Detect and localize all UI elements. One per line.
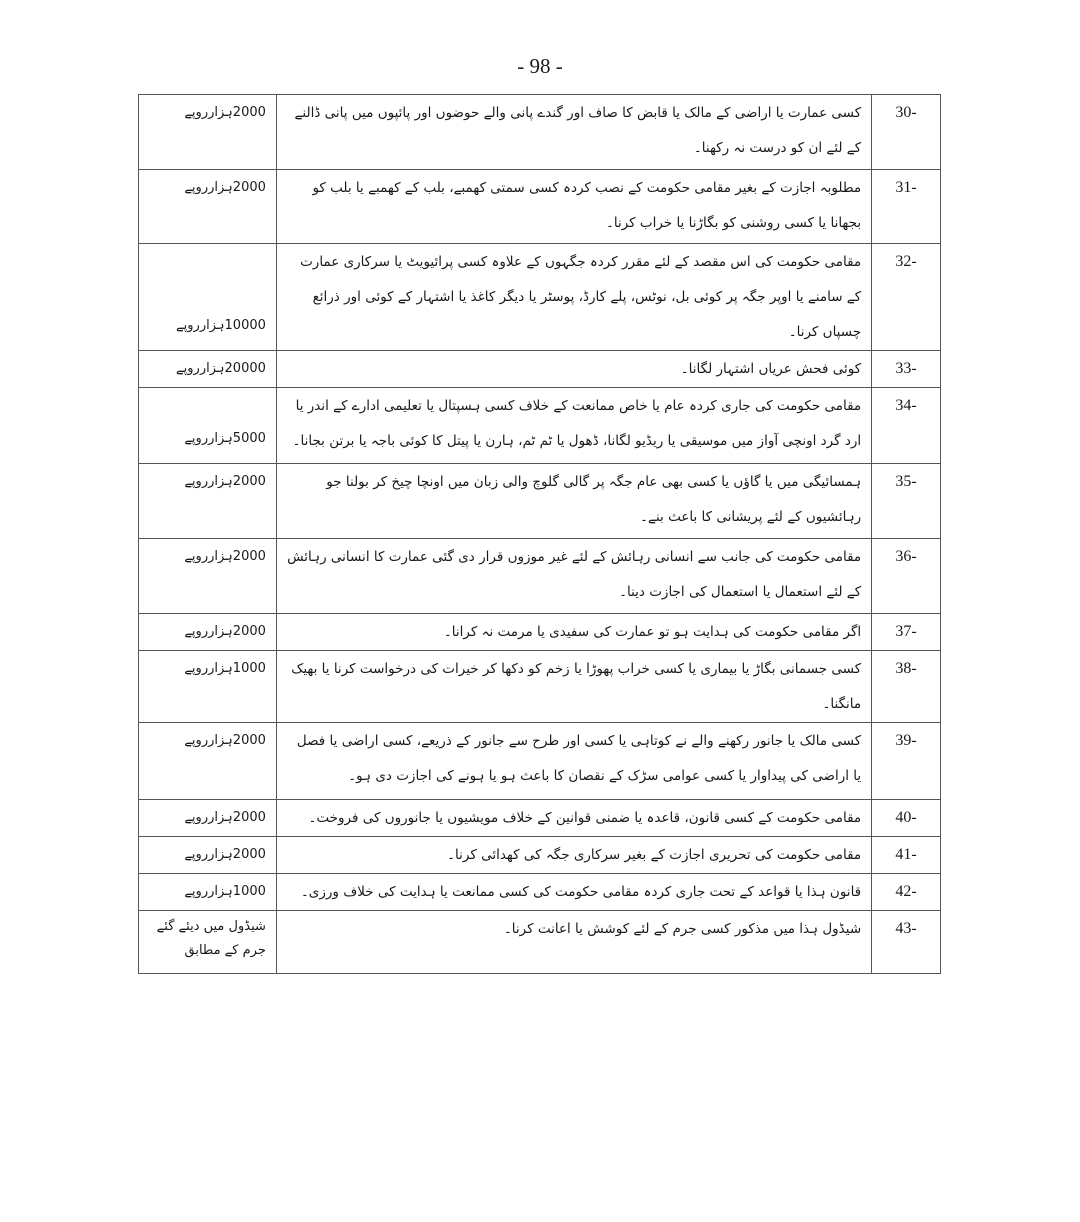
fine-amount: 2000ہزارروپے <box>184 105 266 120</box>
offence-text: کسی جسمانی بگاڑ یا بیماری یا کسی خراب پھوڑا یا زخم کو دکھا کر خیرات کی درخواست کرنا یا بھیک مانگنا۔ <box>291 661 862 712</box>
serial-cell <box>872 95 941 170</box>
offence-text: مقامی حکومت کی جانب سے انسانی رہائش کے لئے غیر موزوں قرار دی گئی عمارت کا انسانی رہائش کے لئے استعمال یا استعمال کی اجازت دینا۔ <box>287 549 862 600</box>
offence-text: مطلوبہ اجازت کے بغیر مقامی حکومت کے نصب کردہ کسی سمتی کھمبے، بلب کے کھمبے یا بلب کو بجھانا یا کسی روشنی کو بگاڑنا یا خراب کرنا۔ <box>312 180 862 231</box>
offence-cell <box>276 539 871 614</box>
serial-number: 32- <box>895 253 917 270</box>
table-row <box>139 170 941 244</box>
fine-cell <box>139 464 277 539</box>
offence-text: کسی مالک یا جانور رکھنے والے نے کوتاہی یا کسی اور طرح سے جانور کے ذریعے، کسی اراضی یا فصل یا اراضی کی پیداوار یا کسی عوامی سڑک کے نقصان کا باعث ہو یا ہونے کی اجازت دی ہو۔ <box>296 733 862 784</box>
table-row <box>139 244 941 351</box>
offence-text: اگر مقامی حکومت کی ہدایت ہو تو عمارت کی سفیدی یا مرمت نہ کرانا۔ <box>443 624 862 640</box>
serial-cell <box>872 837 941 874</box>
serial-number: 33- <box>895 360 917 377</box>
page-number: - 98 - <box>517 54 563 78</box>
serial-number: 41- <box>895 846 917 863</box>
fine-amount: 5000ہزارروپے <box>184 431 266 446</box>
serial-cell <box>872 651 941 723</box>
offence-cell <box>276 464 871 539</box>
table-row <box>139 837 941 874</box>
serial-number: 35- <box>895 473 917 490</box>
table-row <box>139 614 941 651</box>
fine-amount: شیڈول میں دیئے گئے جرم کے مطابق <box>156 919 266 958</box>
serial-cell <box>872 874 941 911</box>
fine-cell <box>139 874 277 911</box>
offence-text: شیڈول ہذا میں مذکور کسی جرم کے لئے کوشش یا اعانت کرنا۔ <box>503 921 862 937</box>
table-row <box>139 911 941 974</box>
serial-number: 38- <box>895 660 917 677</box>
offence-cell <box>276 651 871 723</box>
serial-cell <box>872 911 941 974</box>
offence-text: کوئی فحش عریاں اشتہار لگانا۔ <box>680 361 862 377</box>
fine-amount: 2000ہزارروپے <box>184 733 266 748</box>
serial-number: 40- <box>895 809 917 826</box>
offence-cell <box>276 614 871 651</box>
serial-cell <box>872 614 941 651</box>
fine-cell <box>139 800 277 837</box>
serial-number: 37- <box>895 623 917 640</box>
fine-cell <box>139 911 277 974</box>
fine-amount: 10000ہزارروپے <box>176 318 266 333</box>
offence-cell <box>276 351 871 388</box>
offence-text: مقامی حکومت کی جاری کردہ عام یا خاص ممانعت کے خلاف کسی ہسپتال یا تعلیمی ادارے کے اندر یا ارد گرد اونچی آواز میں موسیقی یا ریڈیو لگانا، ڈھول یا ٹم ٹم، ہارن یا پیتل کا کوئی باجہ یا برتن بجانا۔ <box>292 398 862 449</box>
serial-number: 43- <box>895 920 917 937</box>
table-row <box>139 874 941 911</box>
serial-cell <box>872 723 941 800</box>
fine-amount: 1000ہزارروپے <box>184 884 266 899</box>
fine-cell <box>139 837 277 874</box>
table-row <box>139 351 941 388</box>
fine-amount: 2000ہزارروپے <box>184 810 266 825</box>
fine-amount: 2000ہزارروپے <box>184 549 266 564</box>
fine-amount: 2000ہزارروپے <box>184 847 266 862</box>
offence-text: مقامی حکومت کے کسی قانون، قاعدہ یا ضمنی قوانین کے خلاف مویشیوں یا جانوروں کی فروخت۔ <box>308 810 862 826</box>
offence-cell <box>276 723 871 800</box>
table-row <box>139 800 941 837</box>
table-row <box>139 388 941 464</box>
serial-cell <box>872 170 941 244</box>
fine-amount: 20000ہزارروپے <box>176 361 266 376</box>
table-row <box>139 539 941 614</box>
fine-cell <box>139 388 277 464</box>
serial-cell <box>872 800 941 837</box>
fine-cell <box>139 170 277 244</box>
fine-cell <box>139 244 277 351</box>
fine-cell <box>139 95 277 170</box>
serial-number: 31- <box>895 179 917 196</box>
serial-cell <box>872 388 941 464</box>
serial-cell <box>872 244 941 351</box>
offence-text: قانون ہذا یا قواعد کے تحت جاری کردہ مقامی حکومت کی کسی ممانعت یا ہدایت کی خلاف ورزی۔ <box>300 884 862 900</box>
serial-number: 34- <box>895 397 917 414</box>
offence-cell <box>276 800 871 837</box>
fine-cell <box>139 539 277 614</box>
fine-amount: 1000ہزارروپے <box>184 661 266 676</box>
offence-text: کسی عمارت یا اراضی کے مالک یا قابض کا صاف اور گندے پانی والے حوضوں اور پائپوں میں پانی ڈالنے کے لئے ان کو درست نہ رکھنا۔ <box>294 105 862 156</box>
fine-cell <box>139 351 277 388</box>
fine-amount: 2000ہزارروپے <box>184 624 266 639</box>
serial-number: 42- <box>895 883 917 900</box>
offence-text: مقامی حکومت کی تحریری اجازت کے بغیر سرکاری جگہ کی کھدائی کرنا۔ <box>447 847 862 863</box>
serial-number: 30- <box>895 104 917 121</box>
offence-cell <box>276 388 871 464</box>
offence-text: ہمسائیگی میں یا گاؤں یا کسی بھی عام جگہ پر گالی گلوچ والی زبان میں اونچا چیخ کر بولنا جو رہائشیوں کے لئے پریشانی کا باعث بنے۔ <box>326 474 862 525</box>
fine-cell <box>139 723 277 800</box>
offence-cell <box>276 95 871 170</box>
table-row <box>139 464 941 539</box>
offence-cell <box>276 244 871 351</box>
fine-amount: 2000ہزارروپے <box>184 474 266 489</box>
offence-cell <box>276 170 871 244</box>
fine-cell <box>139 651 277 723</box>
fine-cell <box>139 614 277 651</box>
table-row <box>139 95 941 170</box>
offence-cell <box>276 911 871 974</box>
offence-cell <box>276 874 871 911</box>
table-row <box>139 651 941 723</box>
serial-cell <box>872 351 941 388</box>
offences-schedule-table <box>138 94 941 974</box>
offence-text: مقامی حکومت کی اس مقصد کے لئے مقرر کردہ جگہوں کے علاوہ کسی پرائیویٹ یا سرکاری عمارت کے سامنے یا اوپر جگہ پر کوئی بل، نوٹس، پلے کارڈ، پوسٹر یا دیگر کاغذ یا اشتہار کے کوئی اور ذرائع چسپاں کرنا۔ <box>300 254 862 340</box>
table-row <box>139 723 941 800</box>
serial-cell <box>872 539 941 614</box>
serial-number: 39- <box>895 732 917 749</box>
serial-cell <box>872 464 941 539</box>
serial-number: 36- <box>895 548 917 565</box>
fine-amount: 2000ہزارروپے <box>184 180 266 195</box>
offence-cell <box>276 837 871 874</box>
